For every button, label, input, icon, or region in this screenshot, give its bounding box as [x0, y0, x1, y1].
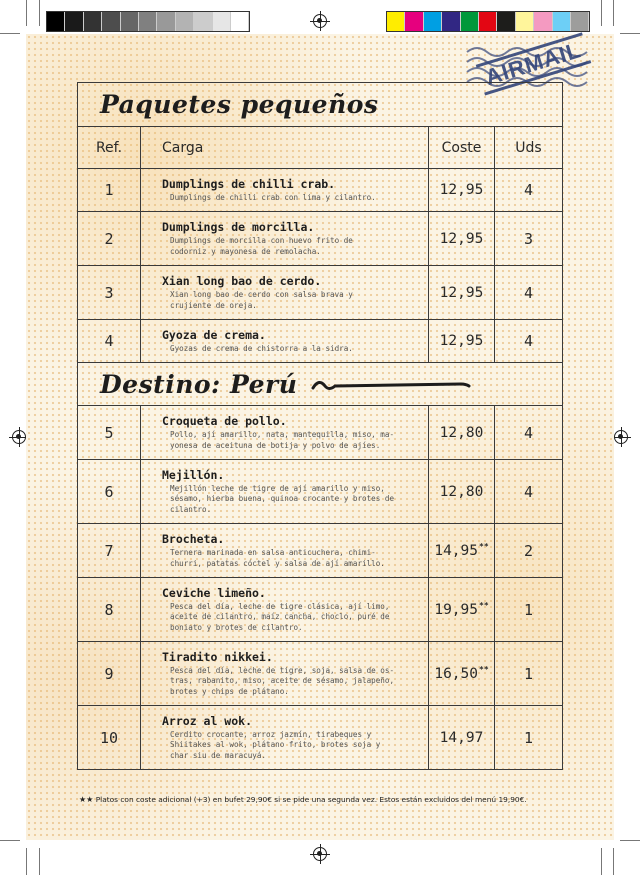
header-carga: Carga: [140, 127, 428, 168]
item-description-line: aceite de cilantro, maíz cancha, choclo, puré de: [170, 612, 390, 622]
table-row: [78, 211, 562, 265]
item-ref: 9: [104, 664, 114, 683]
item-units: 1: [494, 578, 562, 641]
item-description-line: Pollo, ají amarillo, nata, mantequilla, miso, ma-: [170, 430, 395, 439]
item-price-cell: [428, 266, 494, 319]
swatch: [84, 12, 102, 31]
item-ref: 2: [104, 229, 114, 248]
item-description-line: Shiitakes al wok, plátano frito, brotes soja y: [170, 740, 381, 750]
item-description: [162, 290, 353, 311]
item-units: 1: [494, 642, 562, 705]
crop-mark: [39, 0, 40, 26]
grayscale-color-bar: [46, 11, 250, 32]
item-units: 4: [494, 406, 562, 459]
item-units: 4: [494, 320, 562, 362]
table-row: [78, 265, 562, 319]
crop-mark: [26, 848, 27, 875]
item-description-cell: [140, 524, 428, 577]
item-price: [434, 601, 488, 618]
item-price-cell: [428, 706, 494, 769]
item-description-cell: [140, 320, 428, 362]
item-description-line: Gyozas de crema de chistorra a la sidra.: [170, 343, 353, 353]
swatch: [424, 12, 442, 31]
item-price: [440, 285, 484, 301]
item-description-cell: [140, 578, 428, 641]
item-price-value: 12,95: [439, 182, 484, 198]
swatch: [461, 12, 479, 31]
swatch: [47, 12, 65, 31]
swatch: [387, 12, 405, 31]
table-row: [78, 577, 562, 641]
item-name: Croqueta de pollo.: [162, 414, 287, 428]
footnote-text: Platos con coste adicional (+3) en bufet 29,90€ si se pide una segunda vez. Estos están excluidos del menú 19,90€.: [95, 795, 527, 804]
swatch: [516, 12, 534, 31]
item-description-cell: [140, 642, 428, 705]
table-row: [78, 523, 562, 577]
item-description: [162, 602, 389, 634]
item-description-line: Pesca del día, leche de tigre clásica, ají limo,: [170, 601, 390, 611]
item-description-line: Ternera marinada en salsa anticuchera, chimi-: [170, 548, 376, 557]
item-price: [434, 542, 488, 559]
item-description: [162, 236, 353, 257]
item-ref: 8: [104, 600, 114, 619]
header-coste: Coste: [428, 127, 494, 168]
item-price: [440, 730, 484, 746]
item-units: 2: [494, 524, 562, 577]
item-name: Mejillón.: [162, 467, 225, 482]
section-title: [78, 362, 562, 405]
swatch: [534, 12, 552, 31]
item-price-cell: [428, 460, 494, 523]
item-description-cell: [140, 212, 428, 265]
table-row: [78, 405, 562, 459]
swatch: [553, 12, 571, 31]
item-units: 1: [494, 706, 562, 769]
item-ref: 1: [104, 181, 114, 199]
item-ref: 7: [104, 541, 114, 560]
item-price-value: 16,50: [434, 665, 478, 682]
table-row: [78, 705, 562, 769]
swatch: [102, 12, 120, 31]
crop-mark: [0, 33, 20, 34]
swatch: [194, 12, 212, 31]
swatch: [571, 12, 589, 31]
item-units: 3: [494, 212, 562, 265]
swatch: [497, 12, 515, 31]
item-description: [162, 484, 394, 516]
item-price-cell: [428, 642, 494, 705]
item-description: [162, 548, 385, 569]
crop-mark: [613, 0, 614, 26]
swatch: [139, 12, 157, 31]
item-description-line: Xian long bao de cerdo con salsa brava y: [170, 290, 353, 299]
crop-mark: [620, 33, 640, 34]
section-title: [78, 83, 562, 126]
registration-mark-top: [313, 14, 327, 28]
swatch: [157, 12, 175, 31]
item-description: [162, 430, 394, 451]
item-description-line: Cerdito crocante, arroz jazmín, tirabeques y: [170, 729, 372, 739]
swatch: [213, 12, 231, 31]
item-description-line: Pesca del día, leche de tigre, soja, salsa de os-: [170, 665, 395, 675]
item-ref: 6: [104, 482, 114, 501]
registration-mark-left: [12, 430, 26, 444]
swatch: [231, 12, 249, 31]
item-price: [440, 182, 484, 198]
item-name: Brocheta.: [162, 532, 225, 546]
item-price-value: 12,95: [439, 230, 484, 247]
item-price-cell: [428, 169, 494, 211]
table-row: [78, 168, 562, 211]
footnote-stars: ★★: [79, 795, 94, 804]
item-description-line: tras, rabanito, miso, aceite de sésamo, jalapeño,: [170, 676, 395, 686]
item-price-cell: [428, 578, 494, 641]
item-description-line: char siu de maracuyá.: [170, 750, 267, 760]
item-description-line: Dumplings de morcilla con huevo frito de: [170, 236, 353, 245]
item-price-surcharge-mark: **: [479, 542, 489, 552]
item-units: 4: [494, 169, 562, 211]
section-title-text: Paquetes pequeños: [100, 90, 379, 119]
item-description-cell: [140, 706, 428, 769]
item-name: Gyoza de crema.: [162, 327, 266, 342]
item-price-cell: [428, 212, 494, 265]
header-uds: Uds: [494, 127, 562, 168]
color-calibration-bar: [386, 11, 590, 32]
item-price-value: 14,95: [434, 542, 478, 559]
item-description: [162, 730, 380, 762]
item-description-line: crujiente de oreja.: [170, 300, 257, 310]
crop-mark: [26, 0, 27, 26]
swatch: [65, 12, 83, 31]
item-description-cell: [140, 266, 428, 319]
item-price: [440, 425, 484, 441]
item-description-line: churri, patatas cóctel y salsa de ají amarillo.: [170, 558, 385, 568]
swatch: [442, 12, 460, 31]
item-description-line: Dumplings de chilli crab con lima y cilantro.: [170, 192, 376, 202]
item-units: 4: [494, 460, 562, 523]
item-description-line: boniato y brotes de cilantro.: [170, 622, 303, 632]
footnote: [79, 795, 527, 804]
item-price: [434, 665, 488, 682]
item-ref: 4: [104, 332, 114, 350]
registration-mark-bottom: [313, 847, 327, 861]
item-name: Dumplings de morcilla.: [162, 220, 315, 234]
item-price-cell: [428, 524, 494, 577]
item-price-value: 14,97: [439, 729, 484, 746]
item-name: Arroz al wok.: [162, 713, 253, 728]
item-name: Ceviche limeño.: [162, 585, 266, 600]
swatch: [176, 12, 194, 31]
item-price-value: 12,95: [439, 333, 484, 349]
registration-mark-right: [614, 430, 628, 444]
item-ref: 3: [104, 283, 114, 302]
airmail-stamp: AIRMAIL: [476, 33, 591, 96]
table-header-row: [78, 126, 562, 168]
item-description-cell: [140, 406, 428, 459]
item-description: [162, 666, 394, 698]
item-description-cell: [140, 460, 428, 523]
crop-mark: [601, 848, 602, 875]
item-ref: 5: [104, 423, 114, 442]
table-row: [78, 319, 562, 362]
item-price: [440, 484, 484, 500]
item-price-value: 12,80: [439, 424, 484, 441]
menu-table: [77, 82, 563, 770]
crop-mark: [613, 848, 614, 875]
item-price-surcharge-mark: **: [479, 601, 489, 611]
item-units: 4: [494, 266, 562, 319]
section-title-text: Destino: Perú: [100, 369, 298, 399]
crop-mark: [601, 0, 602, 26]
crop-mark: [0, 840, 20, 841]
item-name: Dumplings de chilli crab.: [162, 176, 336, 191]
item-description-line: brotes y chips de plátano.: [170, 686, 289, 696]
item-price-surcharge-mark: **: [479, 665, 489, 675]
item-price: [440, 333, 484, 349]
table-row: [78, 641, 562, 705]
crop-mark: [620, 840, 640, 841]
item-price: [440, 231, 484, 247]
item-description: [162, 344, 353, 355]
item-name: Tiradito nikkei.: [162, 649, 273, 664]
item-description-line: codorniz y mayonesa de remolacha.: [170, 246, 321, 256]
item-price-cell: [428, 320, 494, 362]
table-row: [78, 459, 562, 523]
item-price-value: 19,95: [434, 601, 478, 618]
item-price-cell: [428, 406, 494, 459]
item-description-cell: [140, 169, 428, 211]
item-price-value: 12,80: [439, 483, 484, 500]
item-description-line: cilantro.: [170, 504, 212, 514]
item-name: Xian long bao de cerdo.: [162, 274, 322, 288]
item-price-value: 12,95: [439, 284, 484, 301]
brush-stroke-icon: [311, 377, 471, 391]
item-description-line: Mejillón leche de tigre de ají amarillo y miso,: [170, 483, 385, 493]
swatch: [405, 12, 423, 31]
header-ref: Ref.: [95, 139, 123, 156]
crop-mark: [39, 848, 40, 875]
swatch: [121, 12, 139, 31]
swatch: [479, 12, 497, 31]
item-description-line: yonesa de aceituna de botija y polvo de ajíes.: [170, 440, 381, 450]
item-description: [162, 193, 376, 204]
item-description-line: sésamo, hierba buena, quinoa crocante y brotes de: [170, 494, 395, 504]
item-ref: 10: [99, 728, 119, 747]
